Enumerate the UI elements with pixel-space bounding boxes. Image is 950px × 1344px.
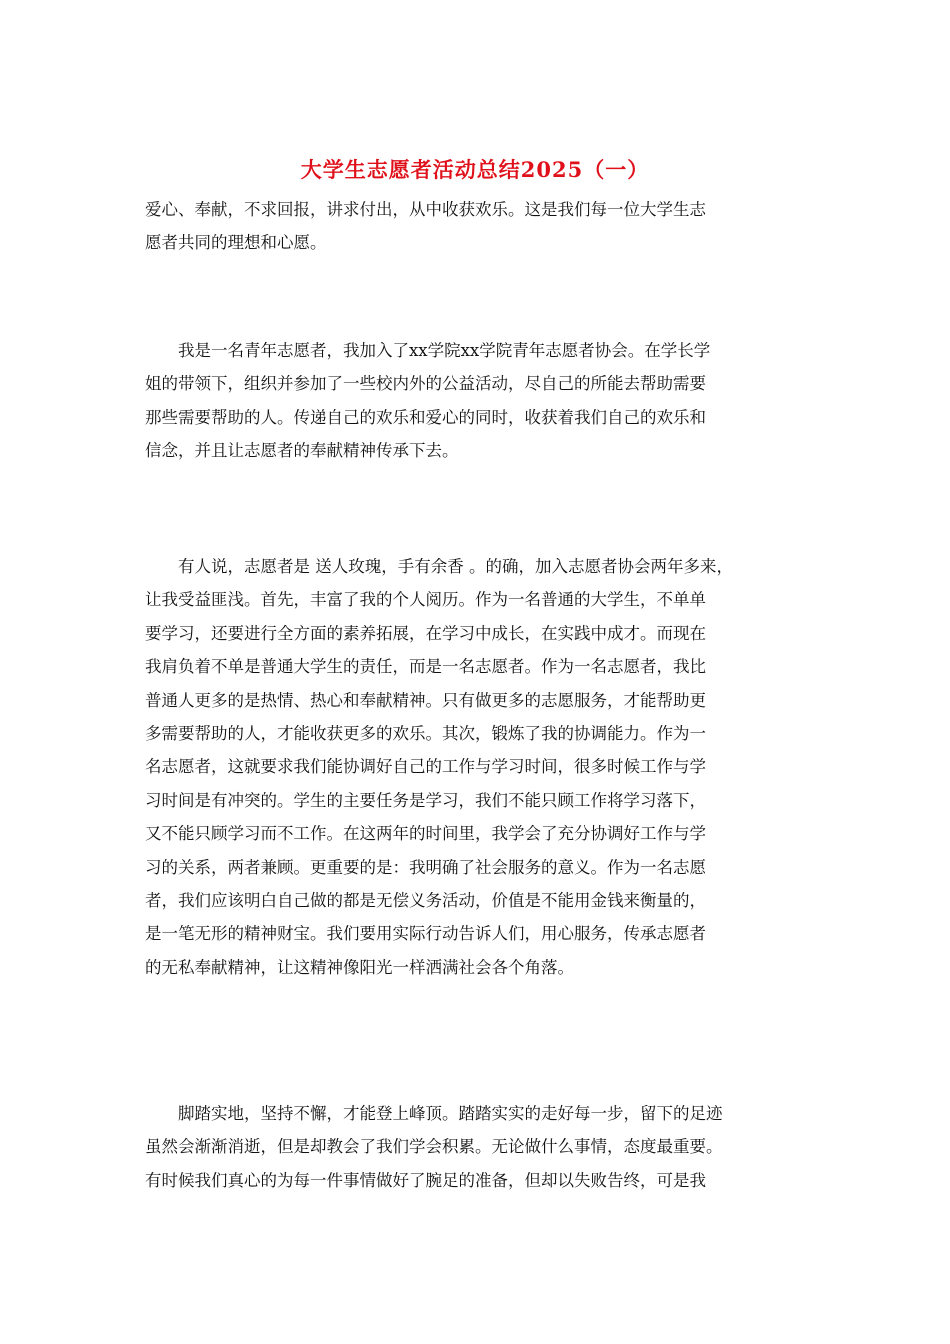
text-line: 习的关系，两者兼顾。更重要的是：我明确了社会服务的意义。作为一名志愿	[145, 857, 706, 877]
text-line: 信念，并且让志愿者的奉献精神传承下去。	[145, 441, 459, 461]
paragraph	[145, 193, 813, 260]
text-line: 普通人更多的是热情、热心和奉献精神。只有做更多的志愿服务，才能帮助更	[145, 690, 706, 710]
text-line: 愿者共同的理想和心愿。	[145, 233, 327, 253]
text-line: 有时候我们真心的为每一件事情做好了腕足的准备，但却以失败告终，可是我	[145, 1170, 706, 1190]
text-line: 我肩负着不单是普通大学生的责任，而是一名志愿者。作为一名志愿者，我比	[145, 657, 706, 677]
paragraph	[145, 1097, 813, 1197]
text-line: 那些需要帮助的人。传递自己的欢乐和爱心的同时，收获着我们自己的欢乐和	[145, 407, 706, 427]
paragraph	[145, 550, 813, 984]
text-line: 我是一名青年志愿者，我加入了xx学院xx学院青年志愿者协会。在学长学	[145, 341, 711, 360]
text-line: 爱心、奉献，不求回报，讲求付出，从中收获欢乐。这是我们每一位大学生志	[145, 200, 706, 219]
text-line: 习时间是有冲突的。学生的主要任务是学习，我们不能只顾工作将学习落下，	[145, 790, 706, 810]
document-title: 大学生志愿者活动总结2025（一）	[300, 157, 650, 182]
text-line: 名志愿者，这就要求我们能协调好自己的工作与学习时间，很多时候工作与学	[145, 757, 706, 777]
text-line: 是一笔无形的精神财宝。我们要用实际行动告诉人们，用心服务，传承志愿者	[145, 924, 706, 944]
text-line: 者，我们应该明白自己做的都是无偿义务活动，价值是不能用金钱来衡量的，	[145, 890, 706, 910]
text-line: 多需要帮助的人，才能收获更多的欢乐。其次，锻炼了我的协调能力。作为一	[145, 723, 706, 743]
text-line: 让我受益匪浅。首先，丰富了我的个人阅历。作为一名普通的大学生，不单单	[145, 590, 706, 610]
text-line: 的无私奉献精神，让这精神像阳光一样洒满社会各个角落。	[145, 957, 574, 977]
text-line: 要学习，还要进行全方面的素养拓展，在学习中成长，在实践中成才。而现在	[145, 623, 706, 643]
text-line: 有人说，志愿者是 送人玫瑰，手有余香 。的确，加入志愿者协会两年多来，	[145, 557, 733, 576]
paragraph	[145, 334, 813, 468]
text-line: 虽然会渐渐消逝，但是却教会了我们学会积累。无论做什么事情，态度最重要。	[145, 1137, 723, 1157]
text-line: 姐的带领下，组织并参加了一些校内外的公益活动，尽自己的所能去帮助需要	[145, 374, 706, 394]
text-line: 又不能只顾学习而不工作。在这两年的时间里，我学会了充分协调好工作与学	[145, 824, 706, 844]
text-line: 脚踏实地，坚持不懈，才能登上峰顶。踏踏实实的走好每一步，留下的足迹	[145, 1104, 723, 1123]
